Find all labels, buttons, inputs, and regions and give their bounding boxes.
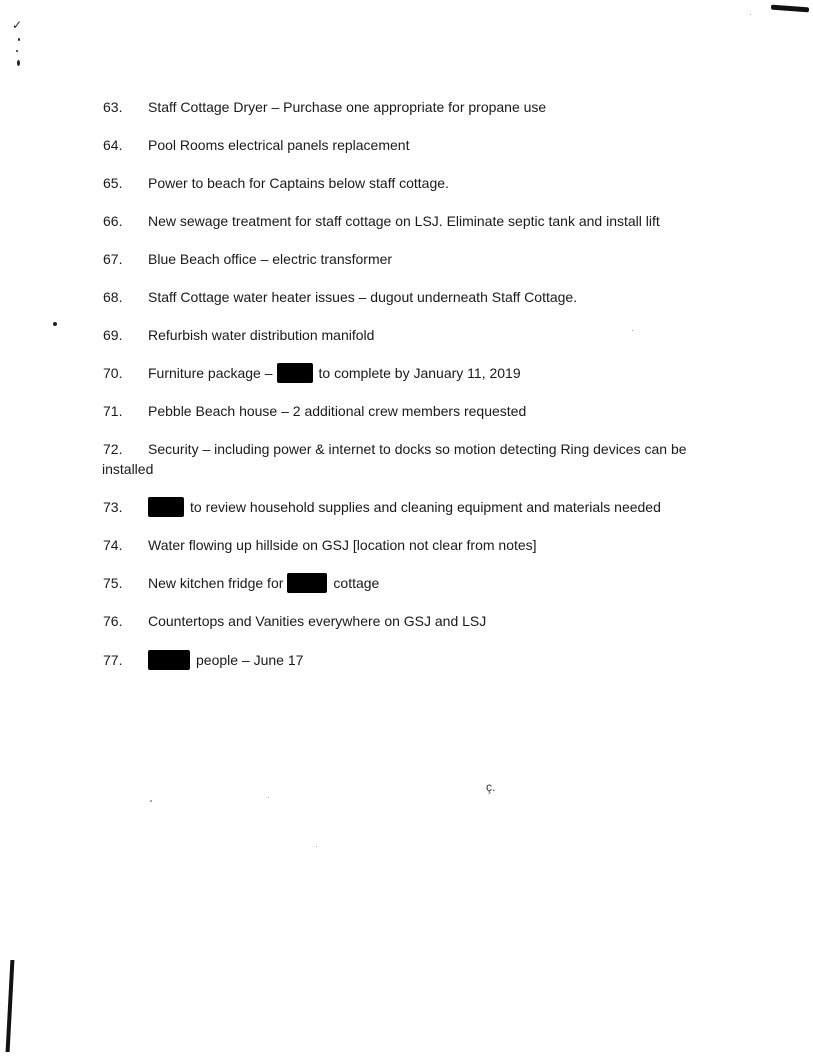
scan-glyph-top-left: ✓ <box>12 18 23 32</box>
list-item <box>103 650 743 670</box>
item-number: 67. <box>103 251 123 267</box>
item-number: 65. <box>103 175 123 191</box>
list-item <box>103 135 743 155</box>
scan-glyph-center: ç. <box>486 780 496 794</box>
item-number: 70. <box>103 365 123 381</box>
item-text: New sewage treatment for staff cottage on LSJ. Eliminate septic tank and install lift <box>148 213 660 229</box>
scan-dot <box>53 322 57 326</box>
item-text: Water flowing up hillside on GSJ [location not clear from notes] <box>148 537 537 553</box>
item-text: Pool Rooms electrical panels replacement <box>148 137 410 153</box>
scan-dot <box>18 38 20 41</box>
list-item <box>103 325 743 345</box>
scan-mark-top-right <box>771 5 809 13</box>
item-text: Staff Cottage Dryer – Purchase one appropriate for propane use <box>148 99 547 115</box>
redaction-block <box>277 363 313 383</box>
item-number: 76. <box>103 613 123 629</box>
list-item-continuation <box>102 459 742 479</box>
item-text-after: to complete by January 11, 2019 <box>318 365 521 381</box>
item-text: Staff Cottage water heater issues – dugout underneath Staff Cottage. <box>148 289 578 305</box>
item-number: 73. <box>103 499 123 515</box>
scan-dot <box>16 50 18 52</box>
item-text: Power to beach for Captains below staff cottage. <box>148 175 449 191</box>
item-text: Pebble Beach house – 2 additional crew members requested <box>148 403 527 419</box>
list-item <box>103 401 743 421</box>
item-number: 68. <box>103 289 123 305</box>
item-text: Refurbish water distribution manifold <box>148 327 375 343</box>
item-number: 77. <box>103 652 123 668</box>
scan-mark-left-edge <box>6 960 15 1052</box>
redaction-block <box>148 497 184 517</box>
item-text: Blue Beach office – electric transformer <box>148 251 393 267</box>
list-item <box>103 173 743 193</box>
list-item <box>103 611 743 631</box>
list-item <box>103 573 743 593</box>
item-text-after: to review household supplies and cleaning equipment and materials needed <box>190 499 661 515</box>
list-item <box>103 439 743 459</box>
scan-speck <box>316 846 317 847</box>
list-item <box>103 535 743 555</box>
list-item <box>103 97 743 117</box>
redaction-block <box>287 573 327 593</box>
item-text-before: Furniture package – <box>148 365 273 381</box>
item-text-continuation: installed <box>102 461 154 477</box>
item-text-before: New kitchen fridge for <box>148 575 284 591</box>
item-text-after: people – June 17 <box>196 652 304 668</box>
item-number: 66. <box>103 213 123 229</box>
list-item <box>103 497 743 517</box>
list-item <box>103 249 743 269</box>
item-text: Security – including power & internet to docks so motion detecting Ring devices can be <box>148 441 687 457</box>
item-number: 74. <box>103 537 123 553</box>
redaction-block <box>148 650 190 670</box>
item-number: 63. <box>103 99 123 115</box>
item-number: 75. <box>103 575 123 591</box>
item-number: 71. <box>103 403 123 419</box>
item-number: 64. <box>103 137 123 153</box>
list-item <box>103 211 743 231</box>
item-number: 69. <box>103 327 123 343</box>
scan-speck <box>268 797 269 798</box>
item-text: Countertops and Vanities everywhere on GSJ and LSJ <box>148 613 487 629</box>
scan-dot <box>17 60 20 66</box>
list-item <box>103 363 743 383</box>
item-text-after: cottage <box>333 575 380 591</box>
item-number: 72. <box>103 441 123 457</box>
scan-speck <box>150 800 152 802</box>
scan-speck <box>750 14 751 15</box>
list-item <box>103 287 743 307</box>
